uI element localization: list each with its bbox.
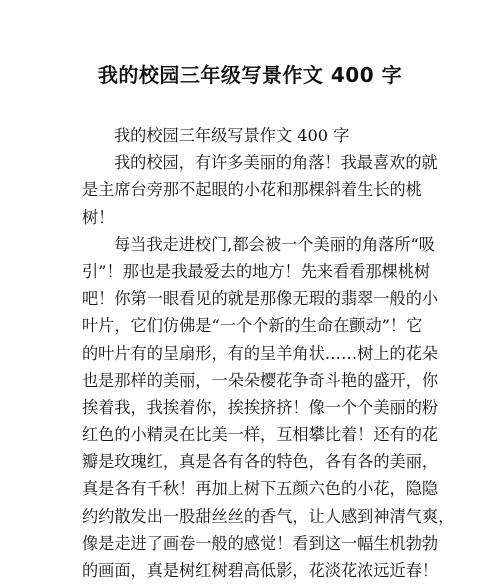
text-line: 的画面，真是树红树碧高低影，花淡花浓远近春！ (82, 561, 439, 580)
text-line: 真是各有千秋！再加上树下五颜六色的小花，隐隐 (82, 479, 439, 499)
text-line: 红色的小精灵在比美一样，互相攀比着！还有的花 (82, 425, 439, 445)
text-line: 像是走进了画卷一般的感觉！看到这一幅生机勃勃 (82, 533, 439, 553)
text-line: 约约散发出一股甜丝丝的香气，让人感到神清气爽， (82, 506, 455, 526)
text-line: 每当我走进校门,都会被一个美丽的角落所“吸 (114, 234, 435, 254)
text-line: 是主席台旁那不起眼的小花和那棵斜着生长的桃 (82, 180, 422, 200)
text-line: 吧！你第一眼看见的就是那像无瑕的翡翠一般的小 (82, 289, 439, 309)
text-line: 我的校园，有许多美丽的角落！我最喜欢的就 (114, 153, 438, 173)
text-line: 引”！那也是我最爱去的地方！先来看看那棵桃树 (82, 261, 431, 281)
text-line: 的叶片有的呈扇形，有的呈羊角状……树上的花朵 (82, 343, 439, 363)
text-line: 叶片，它们仿佛是“一个个新的生命在颤动”！它 (82, 316, 423, 336)
document-body (82, 122, 455, 584)
text-line: 也是那样的美丽，一朵朵樱花争奇斗艳的盛开，你 (82, 370, 439, 390)
text-line: 树！ (82, 207, 115, 227)
document-title: 我的校园三年级写景作文 400 字 (97, 63, 403, 87)
text-line: 我的校园三年级写景作文 400 字 (114, 126, 350, 145)
text-line: 瓣是玫瑰红，真是各有各的特色，各有各的美丽， (82, 452, 439, 472)
text-line: 挨着我，我挨着你，挨挨挤挤！像一个个美丽的粉 (82, 397, 439, 417)
